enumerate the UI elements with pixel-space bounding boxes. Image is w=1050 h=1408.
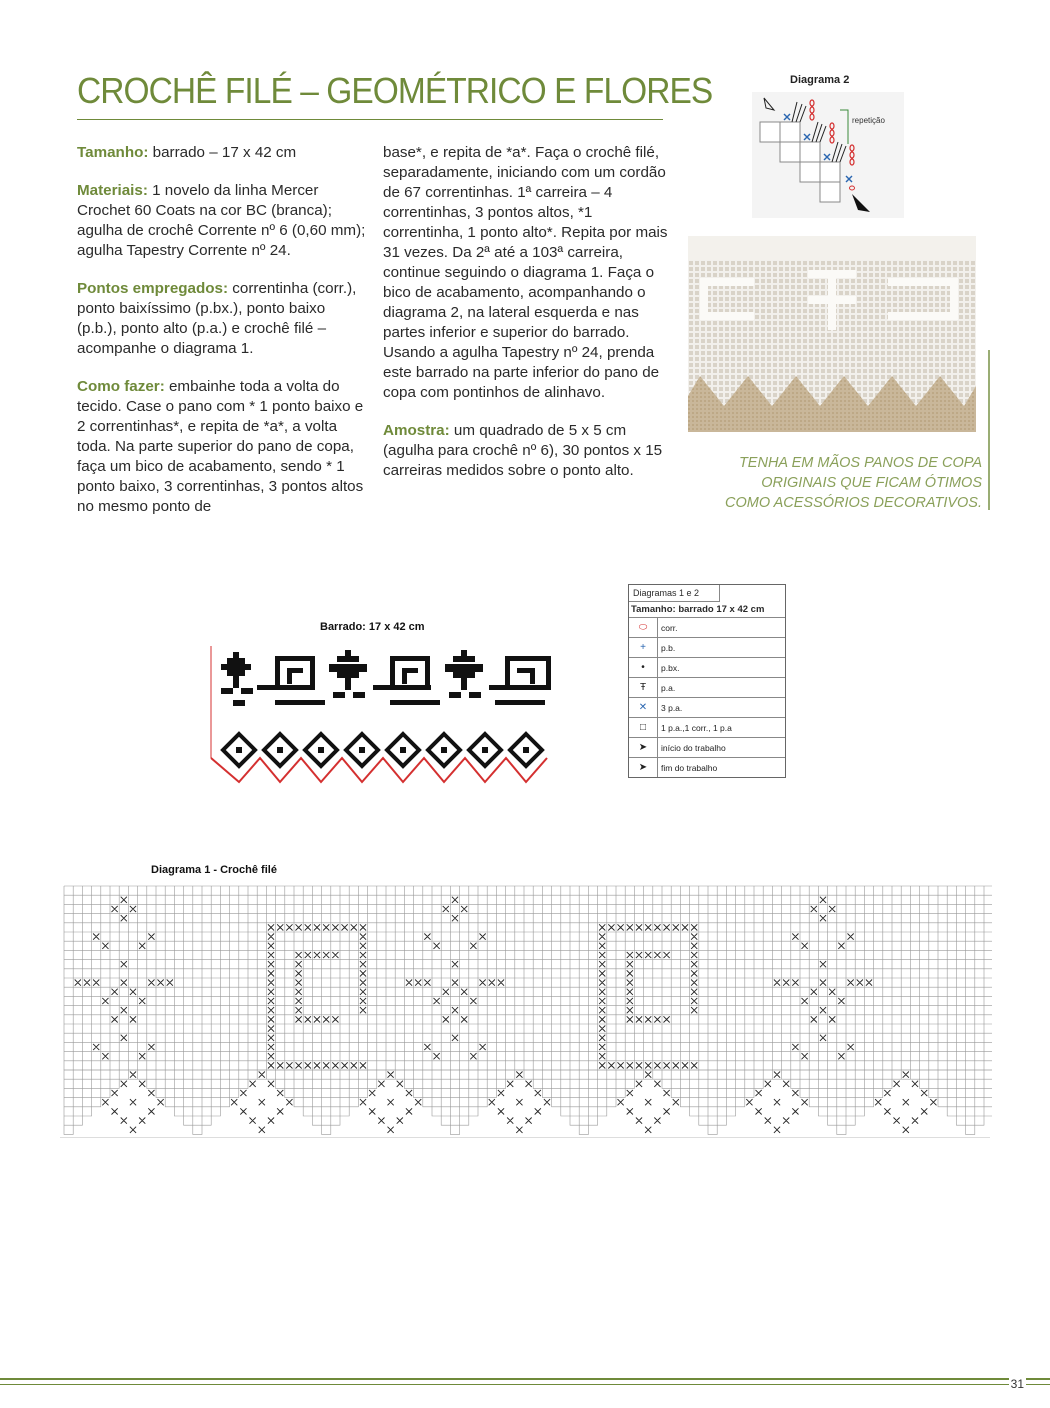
tall-stitch-icon: Ŧ xyxy=(629,678,658,698)
legend-label: 3 p.a. xyxy=(658,698,786,718)
tamanho-label: Tamanho: xyxy=(77,144,149,161)
barrado-diamond-center xyxy=(277,747,283,753)
legend-label: p.b. xyxy=(658,638,786,658)
legend-row xyxy=(629,698,785,718)
text-column-1 xyxy=(77,143,369,535)
product-photo xyxy=(688,236,976,432)
footer-rule-bottom xyxy=(0,1384,1050,1385)
barrado-diamond-center xyxy=(359,747,365,753)
amostra-paragraph xyxy=(383,421,668,481)
barrado-diamond-center xyxy=(441,747,447,753)
legend-label: início do trabalho xyxy=(658,738,786,758)
oval-icon: ⬭ xyxy=(629,618,658,638)
legend-label: corr. xyxy=(658,618,786,638)
grid-lines xyxy=(64,886,992,1070)
como-fazer-paragraph xyxy=(77,377,369,517)
barrado-preview xyxy=(205,640,561,790)
legend-row xyxy=(629,618,785,638)
legend-label: 1 p.a.,1 corr., 1 p.a xyxy=(658,718,786,738)
x-icon: ✕ xyxy=(629,698,658,718)
barrado-diamond-center xyxy=(318,747,324,753)
page-title: CROCHÊ FILÉ – GEOMÉTRICO E FLORES xyxy=(77,70,713,111)
legend-header: Diagramas 1 e 2 xyxy=(629,585,720,602)
barrado-title: Barrado: 17 x 42 cm xyxy=(320,621,425,633)
tamanho-paragraph xyxy=(77,143,369,163)
caption-bar xyxy=(988,350,990,510)
como-fazer-label: Como fazer: xyxy=(77,378,165,395)
como-fazer-text: embainhe toda a volta do tecido. Case o pano com * 1 ponto baixo e 2 correntinhas*, e repita de *a*, a volta toda. Na parte superior do pano de copa, faça um bico de acabamento, sendo * 1 ponto baixo, 3 correntinhas, 3 pontos altos no mesmo ponto de xyxy=(77,378,364,515)
legend-label: p.a. xyxy=(658,678,786,698)
diagrama-1-title: Diagrama 1 - Crochê filé xyxy=(151,864,277,876)
plus-icon: + xyxy=(629,638,658,658)
materiais-text: 1 novelo da linha Mercer Crochet 60 Coats na cor BC (branca); agulha de crochê Corrente nº 6 (0,60 mm); agulha Tapestry Corrente nº 24. xyxy=(77,182,366,259)
photo-caption: TENHA EM MÃOS PANOS DE COPA ORIGINAIS QUE FICAM ÓTIMOS COMO ACESSÓRIOS DECORATIVOS. xyxy=(724,455,982,511)
amostra-text: um quadrado de 5 x 5 cm (agulha para crochê nº 6), 30 pontos x 15 carreiras medidos sobre o ponto alto. xyxy=(383,422,663,479)
pontos-label: Pontos empregados: xyxy=(77,280,229,297)
grid-bottom-rule xyxy=(60,1137,990,1138)
legend-label: p.bx. xyxy=(658,658,786,678)
diagrama-2-title: Diagrama 2 xyxy=(790,74,850,86)
barrado-diamond-center xyxy=(482,747,488,753)
barrado-diamond-center xyxy=(523,747,529,753)
legend-row xyxy=(629,678,785,698)
legend-row xyxy=(629,638,785,658)
legend-row xyxy=(629,658,785,678)
dot-icon: • xyxy=(629,658,658,678)
legend-table xyxy=(628,584,786,778)
amostra-label: Amostra: xyxy=(383,422,450,439)
arrow-icon: ➤ xyxy=(629,738,658,758)
page-number: 31 xyxy=(1010,1377,1024,1391)
tamanho-text: barrado – 17 x 42 cm xyxy=(148,144,297,161)
text-column-2 xyxy=(383,143,668,499)
materiais-label: Materiais: xyxy=(77,182,148,199)
como-fazer-cont-paragraph: base*, e repita de *a*. Faça o crochê filé, separadamente, iniciando com um cordão de 67 correntinhas. 1ª carreira – 4 correntinhas, 3 pontos altos, *1 correntinha, 1 ponto alto*. Repita por mais 31 vezes. Da 2ª até a 103ª carreira, continue seguindo o diagrama 1. Faça o bico de acabamento, acompanhando o diagrama 2, na lateral esquerda e nas partes inferior e superior do barrado. Usando a agulha Tapestry nº 24, prenda este barrado na parte inferior do pano de copa com pontinhos de alinhavo. xyxy=(383,144,668,401)
diagrama-2-drawing xyxy=(752,72,904,218)
legend-label: fim do trabalho xyxy=(658,758,786,778)
pontos-paragraph xyxy=(77,279,369,359)
legend-row xyxy=(629,718,785,738)
legend-row xyxy=(629,738,785,758)
barrado-diamond-center xyxy=(400,747,406,753)
square-icon: □ xyxy=(629,718,658,738)
pontos-text: correntinha (corr.), ponto baixíssimo (p.bx.), ponto baixo (p.b.), ponto alto (p.a.) e crochê filé – acompanhe o diagrama 1. xyxy=(77,280,357,357)
grid-border-lines xyxy=(64,1070,992,1134)
arrow-icon: ➤ xyxy=(629,758,658,778)
footer-rule-top xyxy=(0,1378,1050,1380)
diagrama-1-grid xyxy=(60,880,992,1142)
barrado-diamond-center xyxy=(236,747,242,753)
title-underline xyxy=(77,119,663,120)
legend-rows xyxy=(629,617,785,777)
diagrama-2 xyxy=(752,72,904,218)
legend-row xyxy=(629,758,785,778)
legend-subheader: Tamanho: barrado 17 x 42 cm xyxy=(631,604,765,615)
photo-illustration xyxy=(688,236,976,432)
materiais-paragraph xyxy=(77,181,369,261)
repeticao-label: repetição xyxy=(852,116,885,125)
